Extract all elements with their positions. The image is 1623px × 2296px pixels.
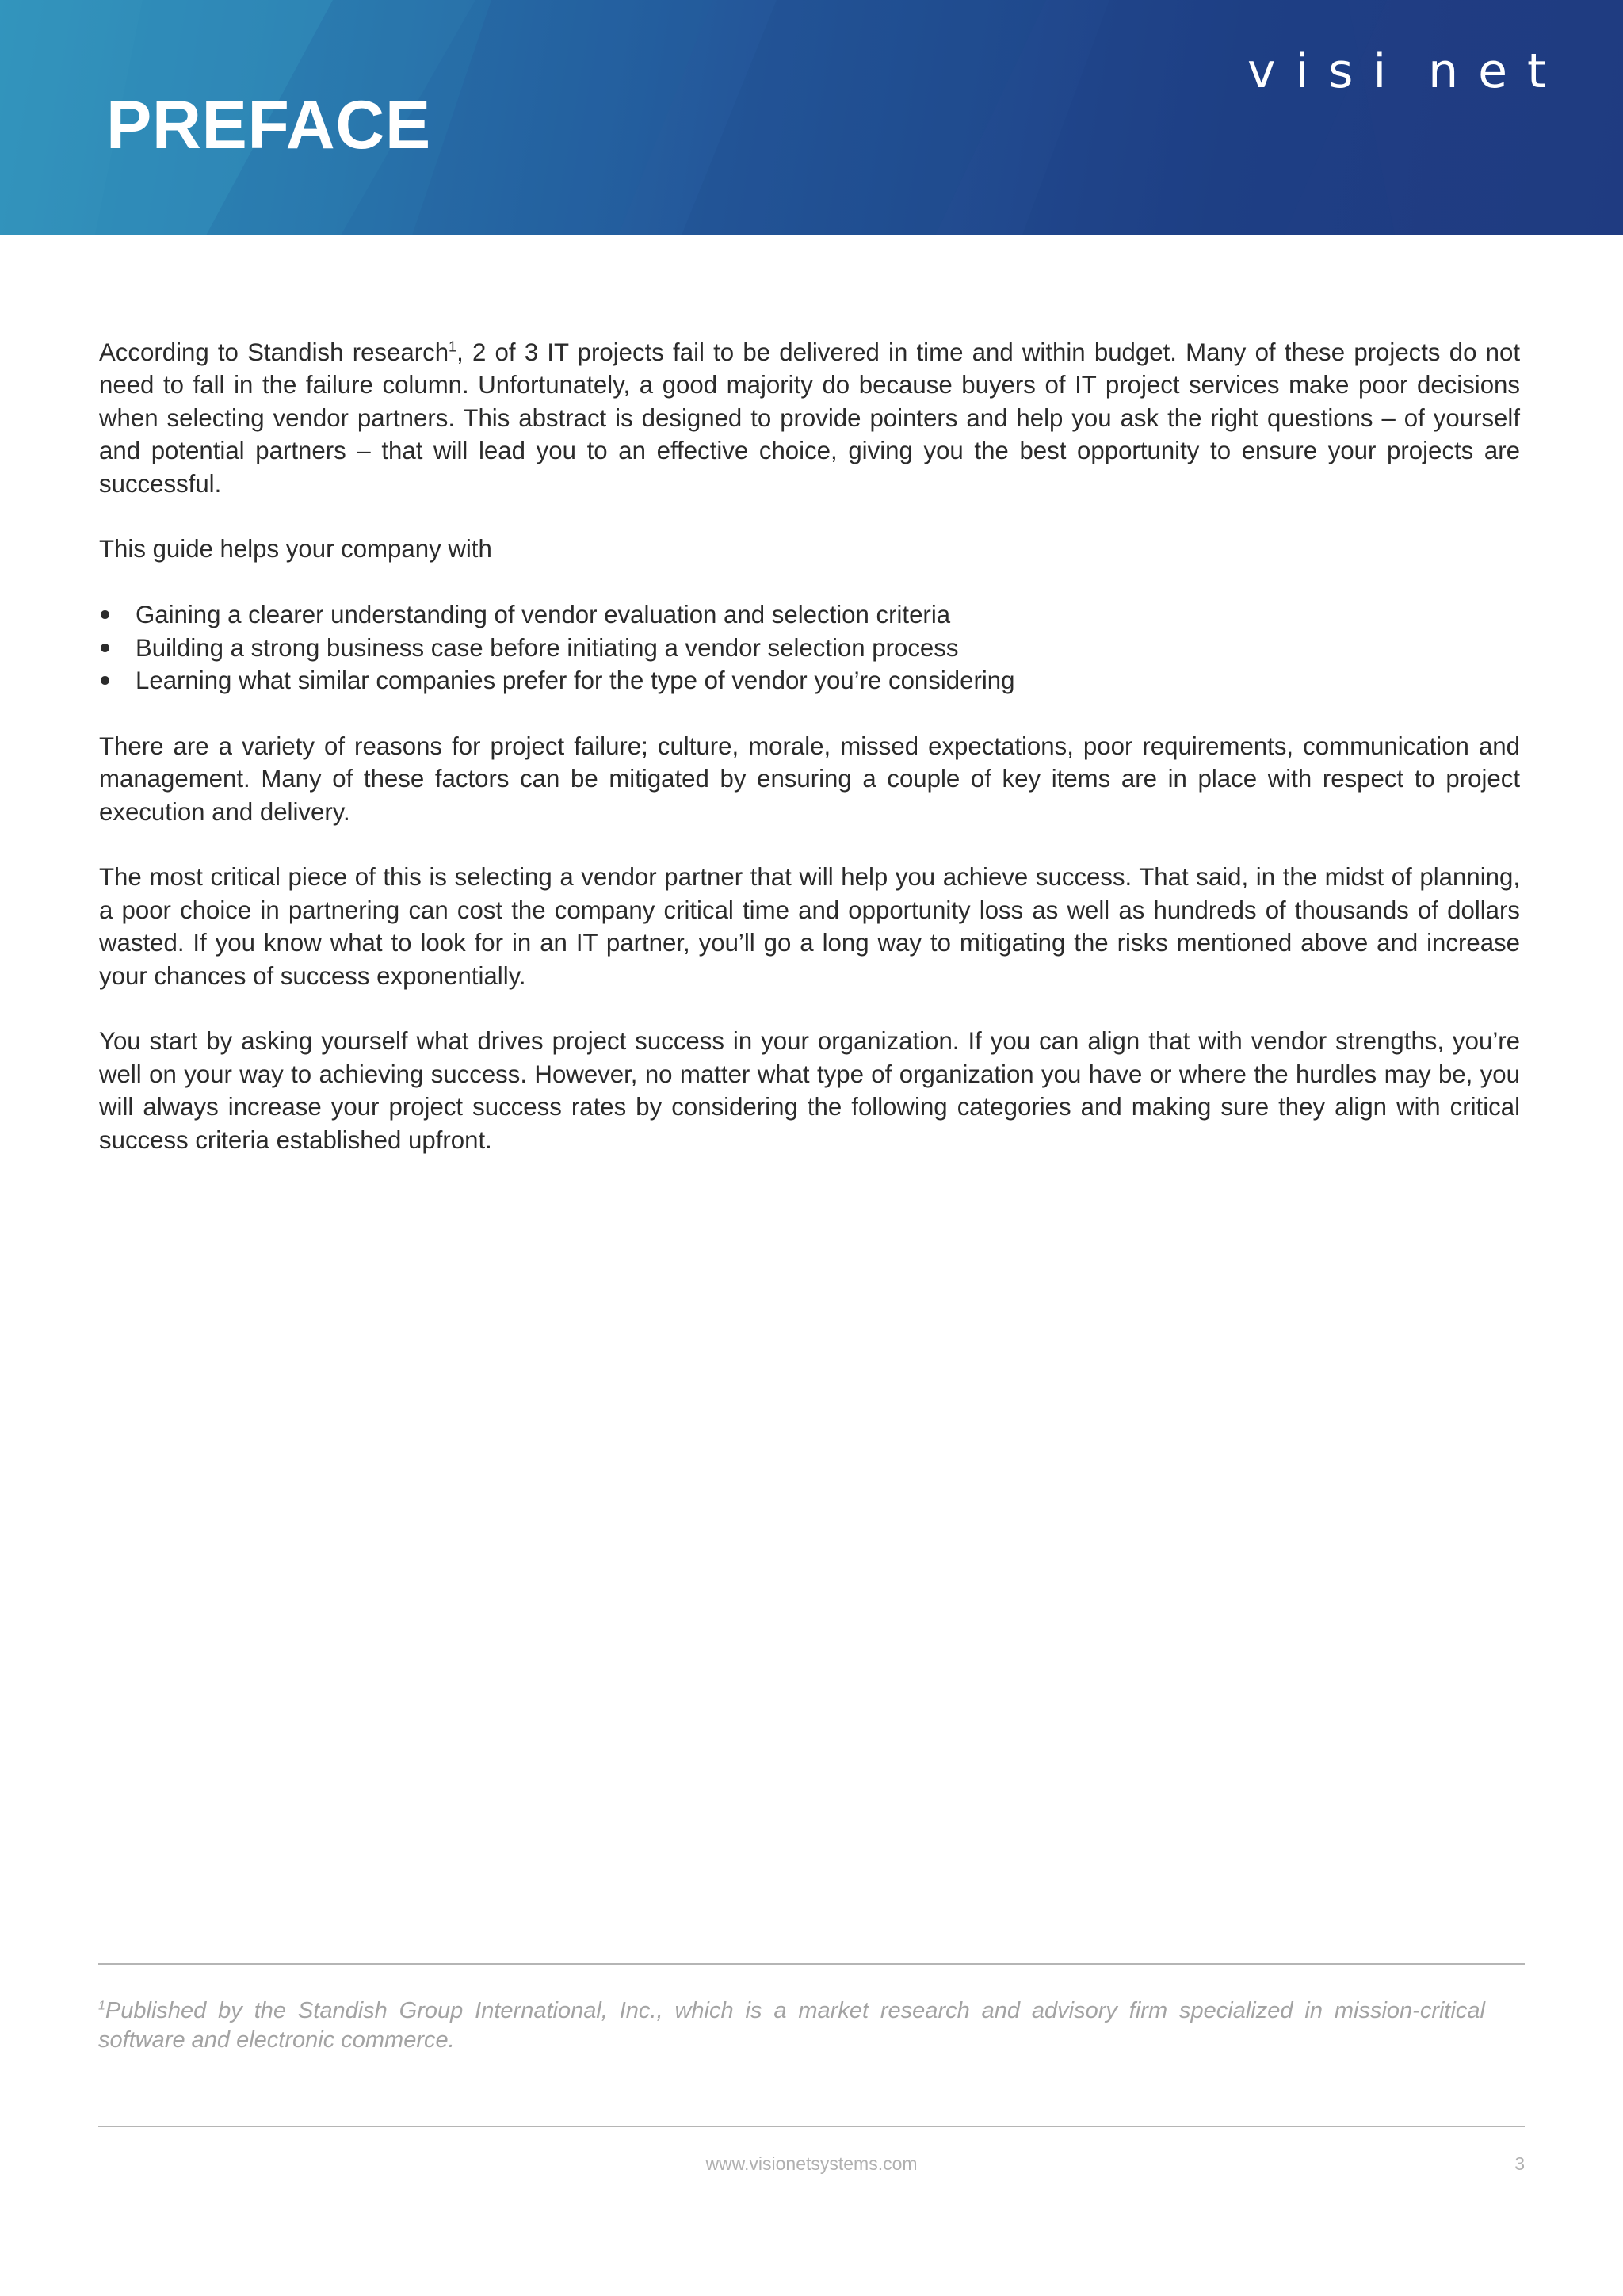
list-item — [99, 664, 1520, 697]
logo-text-prefix: visi — [1247, 44, 1407, 99]
body-content — [99, 336, 1520, 1189]
header-banner — [0, 0, 1623, 235]
footer-divider — [98, 2126, 1525, 2127]
footnote-marker: 1 — [98, 1999, 105, 2013]
logo-text-suffix: net — [1428, 44, 1566, 99]
benefits-list — [99, 598, 1520, 697]
page-number: 3 — [1514, 2153, 1525, 2174]
page-title: PREFACE — [106, 87, 431, 163]
list-item-text: Building a strong business case before initiating a vendor selection process — [136, 633, 959, 662]
project-success-paragraph: You start by asking yourself what drives project success in your organization. If you can align that with vendor strengths, you’re well on your way to achieving success. However, no matter what type of organization you have or where the hurdles may be, you will always increase your project success rates by considering the following categories and making sure they align with critical success criteria established upfront. — [99, 1027, 1520, 1154]
intro-text-start: According to Standish research — [99, 338, 449, 366]
footnote — [98, 1996, 1485, 2055]
guide-lead-paragraph: This guide helps your company with — [99, 535, 492, 563]
bullet-icon — [101, 644, 109, 652]
footnote-text: Published by the Standish Group International, Inc., which is a market research and advisory firm specialized in mission-critical software and electronic commerce. — [98, 1998, 1485, 2053]
list-item-text: Gaining a clearer understanding of vendor evaluation and selection criteria — [136, 601, 951, 629]
failure-reasons-paragraph: There are a variety of reasons for project failure; culture, morale, missed expectations, poor requirements, communication and management. Many of these factors can be mitigated by ensuring a couple of key items are in place with respect to project execution and delivery. — [99, 732, 1520, 826]
list-item-text: Learning what similar companies prefer for the type of vendor you’re considering — [136, 667, 1015, 695]
list-item — [99, 632, 1520, 664]
vendor-selection-paragraph: The most critical piece of this is selecting a vendor partner that will help you achieve success. That said, in the midst of planning, a poor choice in partnering can cost the company critical time and opportunity loss as well as hundreds of thousands of dollars wasted. If you know what to look for in an IT partner, you’ll go a long way to mitigating the risks mentioned above and increase your chances of success exponentially. — [99, 863, 1520, 990]
bullet-icon — [101, 610, 109, 619]
list-item — [99, 598, 1520, 631]
footnote-divider — [98, 1963, 1525, 1965]
bullet-icon — [101, 676, 109, 685]
visionet-logo — [1247, 41, 1566, 101]
intro-paragraph — [99, 336, 1520, 500]
intro-text-end: , 2 of 3 IT projects fail to be delivered in time and within budget. Many of these projects do not need to fall in the failure column. Unfortunately, a good majority do because buyers of IT project services make poor decisions when selecting vendor partners. This abstract is designed to provide pointers and help you ask the right questions – of yourself and potential partners – that will lead you to an effective choice, giving you the best opportunity to ensure your projects are successful. — [99, 338, 1520, 498]
footer-url[interactable]: www.visionetsystems.com — [705, 2153, 918, 2174]
footnote-reference: 1 — [449, 338, 457, 355]
